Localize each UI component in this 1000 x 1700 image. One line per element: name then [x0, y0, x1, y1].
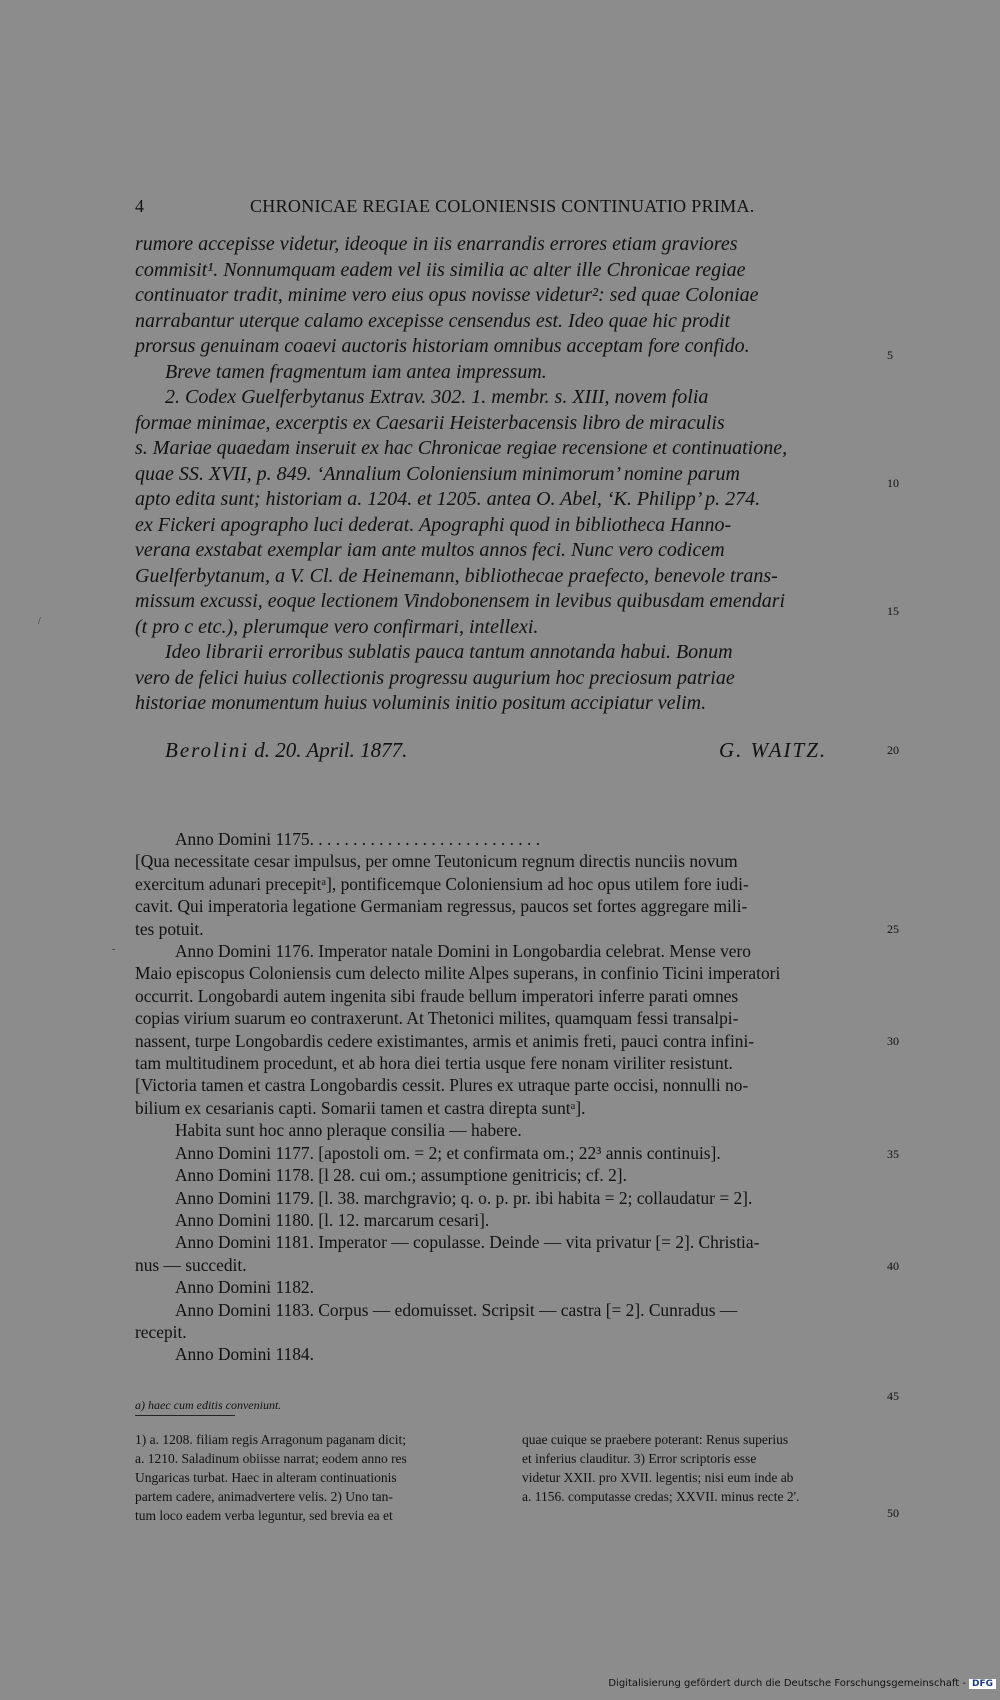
chronicle-line: Anno Domini 1175. . . . . . . . . . . . . . . . . . . . . . . . . . .: [175, 829, 541, 849]
intro-line: apto edita sunt; historiam a. 1204. et 1205. antea O. Abel, ‘K. Philipp’ p. 274.: [135, 488, 761, 510]
intro-line: historiae monumentum huius voluminis initio positum accipiatur velim.: [135, 692, 707, 714]
chronicle-line: Anno Domini 1184.: [175, 1344, 314, 1365]
chronicle-line: occurrit. Longobardi autem ingenita sibi fraude bellum imperatori inferre parati omnes: [135, 985, 739, 1006]
chronicle-line: recepit.: [135, 1321, 187, 1342]
chronicle-line: Anno Domini 1181. Imperator — copulasse. Deinde — vita privatur [= 2]. Christia-: [175, 1232, 760, 1253]
footnotes-left-column: [135, 1430, 505, 1525]
chronicle-line: Habita sunt hoc anno pleraque consilia — habere.: [175, 1120, 522, 1141]
signature-line: [165, 738, 875, 763]
chronicle-line: cavit. Qui imperatoria legatione Germaniam regressus, paucos set fortes aggregare mili-: [135, 896, 748, 917]
intro-text: [135, 232, 875, 717]
signature-name: G. WAITZ.: [719, 738, 828, 762]
intro-line: commisit¹. Nonnumquam eadem vel iis similia ac alter ille Chronicae regiae: [135, 258, 746, 281]
intro-line: quae SS. XVII, p. 849. ‘Annalium Coloniensium minimorum’ nomine parum: [135, 462, 740, 485]
scan-mark: /: [38, 616, 41, 627]
chronicle-line: Anno Domini 1177. [apostoli om. = 2; et confirmata om.; 22³ annis continuis].: [175, 1142, 721, 1163]
footnote-line: et inferius clauditur. 3) Error scriptoris esse: [522, 1451, 757, 1466]
line-number: 25: [887, 922, 899, 936]
footnote-line: quae cuique se praebere poterant: Renus superius: [522, 1432, 789, 1447]
footnote-line: tum loco eadem verba leguntur, sed brevia ea et: [135, 1508, 393, 1523]
chronicle-line: tes potuit.: [135, 918, 204, 939]
intro-line: continuator tradit, minime vero eius opus novisse videtur²: sed quae Coloniae: [135, 284, 759, 306]
chronicle-line: tam multitudinem procedunt, et ab hora diei tertia usque fere nonam viriliter resistunt.: [135, 1053, 733, 1074]
line-number: 50: [887, 1506, 899, 1520]
line-number: 5: [887, 348, 893, 362]
signature-place: Berolini: [165, 738, 250, 762]
chronicle-line: copias virium suarum eo contraxerunt. At Thetonici milites, quamquam fessi transalpi-: [135, 1008, 739, 1029]
line-number: 35: [887, 1147, 899, 1161]
intro-line: s. Mariae quaedam inseruit ex hac Chronicae regiae recensione et continuatione,: [135, 437, 788, 459]
chronicle-line: Anno Domini 1182.: [175, 1277, 314, 1298]
running-title: CHRONICAE REGIAE COLONIENSIS CONTINUATIO PRIMA.: [250, 196, 755, 216]
chronicle-line: Anno Domini 1179. [l. 38. marchgravio; q. o. p. pr. ibi habita = 2; collaudatur = 2].: [175, 1187, 753, 1208]
intro-line: vero de felici huius collectionis progressu augurium hoc preciosum patriae: [135, 666, 735, 689]
intro-line: missum excussi, eoque lectionem Vindobonensem in levibus quibusdam emendari: [135, 590, 786, 612]
chronicle-line: Anno Domini 1176. Imperator natale Domini in Longobardia celebrat. Mense vero: [175, 941, 751, 962]
footnote-a: a) haec cum editis conveniunt.: [135, 1398, 282, 1412]
credit-text: Digitalisierung gefördert durch die Deutsche Forschungsgemeinschaft -: [608, 1678, 966, 1689]
chronicle-line: [Qua necessitate cesar impulsus, per omne Teutonicum regnum directis nunciis novum: [135, 851, 738, 872]
line-number: 45: [887, 1389, 899, 1403]
chronicle-line: bilium ex cesarianis capti. Somarii tamen et castra direpta suntᵃ].: [135, 1097, 586, 1118]
chronicle-line: Anno Domini 1183. Corpus — edomuisset. Scripsit — castra [= 2]. Cunradus —: [175, 1299, 738, 1320]
footnotes-right-column: [522, 1430, 887, 1506]
chronicle-line: Maio episcopus Coloniensis cum delecto milite Alpes superans, in confinio Ticini imperatori: [135, 963, 781, 984]
footnote-line: a. 1210. Saladinum obiisse narrat; eodem anno res: [135, 1451, 407, 1466]
line-number: 15: [887, 604, 899, 618]
scan-mark: -: [112, 944, 116, 955]
footnote-line: 1) a. 1208. filiam regis Arragonum paganam dicit;: [135, 1432, 407, 1447]
intro-line: verana exstabat exemplar iam ante multos annos feci. Nunc vero codicem: [135, 539, 725, 561]
line-number: 20: [887, 743, 899, 757]
line-number: 40: [887, 1259, 899, 1273]
chronicle-text: [135, 828, 885, 1366]
chronicle-line: exercitum adunari precepitᵃ], pontificemque Coloniensium ad hoc opus utilem fore iudi-: [135, 873, 749, 894]
intro-line: 2. Codex Guelferbytanus Extrav. 302. 1. membr. s. XIII, novem folia: [165, 386, 709, 408]
signature-date: d. 20. April. 1877.: [254, 738, 408, 762]
digitization-credit: [608, 1678, 996, 1689]
chronicle-line: Anno Domini 1178. [l 28. cui om.; assumptione genitricis; cf. 2].: [175, 1165, 627, 1186]
intro-line: rumore accepisse videtur, ideoque in iis enarrandis errores etiam graviores: [135, 233, 738, 255]
chronicle-line: nassent, turpe Longobardis cedere existimantes, armis et animis freti, pauci contra infini-: [135, 1030, 755, 1051]
intro-line: (t pro c etc.), plerumque vero confirmari, intellexi.: [135, 615, 539, 638]
line-number: 30: [887, 1034, 899, 1048]
footnote-line: videtur XXII. pro XVII. legentis; nisi eum inde ab: [522, 1470, 794, 1485]
intro-line: Ideo librarii erroribus sublatis pauca tantum annotanda habui. Bonum: [165, 641, 733, 663]
chronicle-line: Anno Domini 1180. [l. 12. marcarum cesari].: [175, 1209, 490, 1230]
page-number: 4: [135, 196, 145, 216]
footnote-rule: [135, 1415, 235, 1416]
footnote-line: a. 1156. computasse credas; XXVII. minus recte 2'.: [522, 1489, 800, 1504]
intro-line: ex Fickeri apographo luci dederat. Apographi quod in bibliotheca Hanno-: [135, 513, 732, 536]
footnote-line: partem cadere, animadvertere velis. 2) Uno tan-: [135, 1489, 393, 1504]
intro-line: Breve tamen fragmentum iam antea impressum.: [165, 360, 547, 383]
intro-line: narrabantur uterque calamo excepisse censendus est. Ideo quae hic prodit: [135, 309, 731, 332]
line-number: 10: [887, 476, 899, 490]
footnote-line: Ungaricas turbat. Haec in alteram continuationis: [135, 1470, 397, 1485]
intro-line: prorsus genuinam coaevi auctoris historiam omnibus acceptam fore confido.: [135, 335, 750, 357]
chronicle-line: nus — succedit.: [135, 1254, 247, 1275]
intro-line: formae minimae, excerptis ex Caesarii Heisterbacensis libro de miraculis: [135, 411, 725, 434]
intro-line: Guelferbytanum, a V. Cl. de Heinemann, bibliothecae praefecto, benevole trans-: [135, 564, 778, 587]
dfg-logo: DFG: [969, 1679, 996, 1689]
chronicle-line: [Victoria tamen et castra Longobardis cessit. Plures ex utraque parte occisi, nonnulli no-: [135, 1075, 749, 1096]
